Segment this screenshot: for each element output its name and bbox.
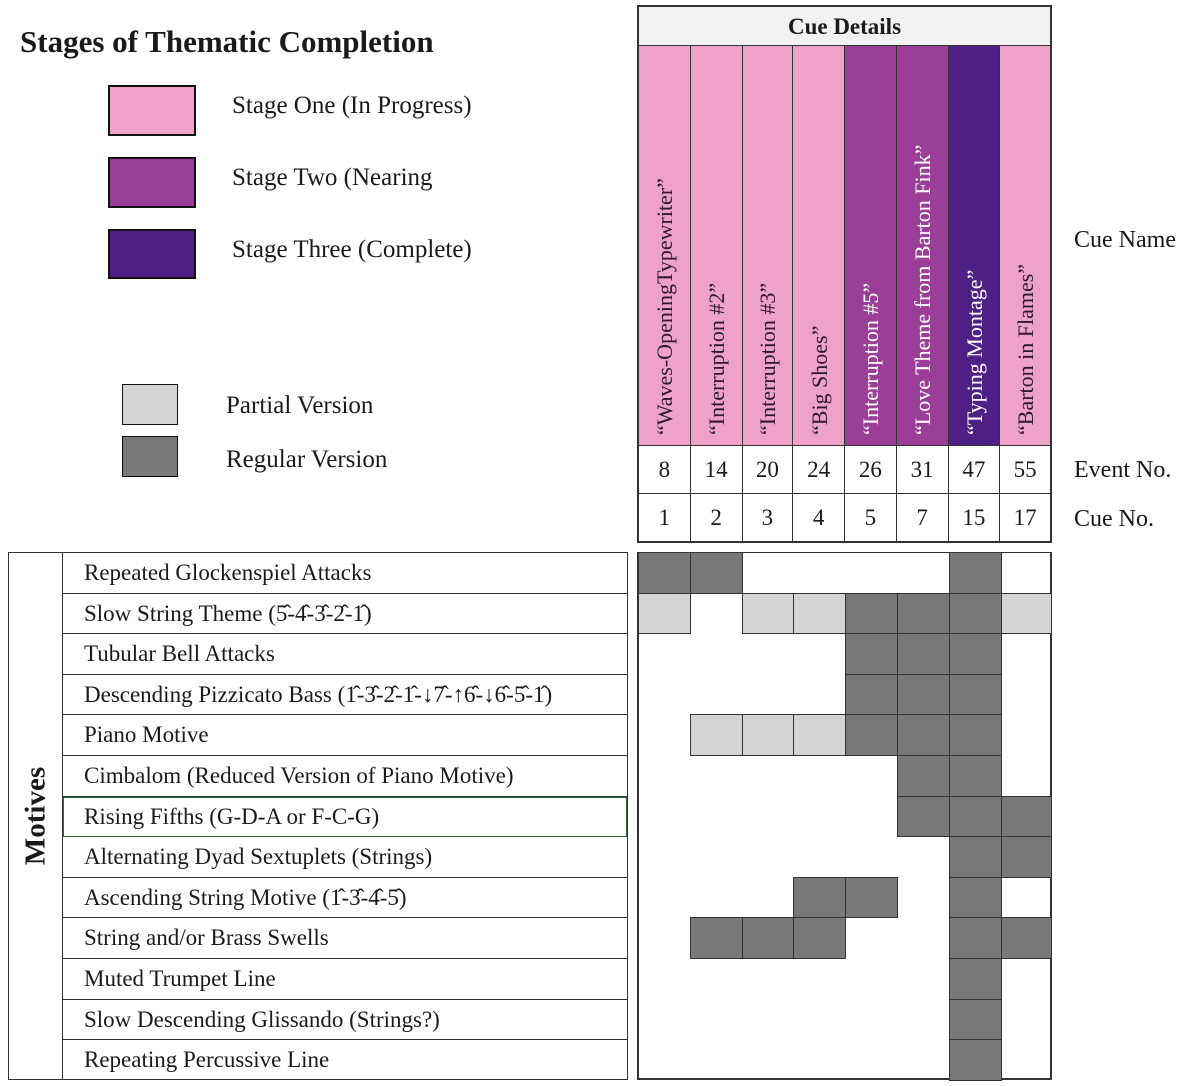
cue-name: “Interruption #2” bbox=[704, 282, 730, 435]
partial-version-cell bbox=[742, 593, 794, 635]
regular-version-cell bbox=[793, 917, 846, 959]
regular-version-cell bbox=[949, 552, 1002, 594]
cue-number-row bbox=[637, 493, 1052, 543]
motive-cue-grid bbox=[637, 552, 1052, 1080]
regular-version-cell bbox=[897, 593, 950, 635]
cue-name-row-label: Cue Name bbox=[1074, 227, 1176, 253]
event-number: 20 bbox=[743, 446, 794, 493]
regular-version-cell bbox=[793, 877, 846, 919]
regular-version-cell bbox=[949, 674, 1002, 716]
regular-version-cell bbox=[1001, 917, 1052, 959]
regular-version-cell bbox=[845, 674, 898, 716]
regular-version-cell bbox=[949, 796, 1002, 838]
event-number: 26 bbox=[845, 446, 897, 493]
regular-version-cell bbox=[897, 674, 950, 716]
regular-version-cell bbox=[1001, 796, 1052, 838]
cue-number: 7 bbox=[897, 494, 949, 541]
cue-number: 5 bbox=[845, 494, 897, 541]
cue-no-row-label: Cue No. bbox=[1074, 506, 1154, 532]
stage-three-swatch bbox=[108, 229, 196, 279]
partial-version-cell bbox=[742, 714, 794, 756]
partial-version-swatch bbox=[122, 384, 178, 425]
motive-row: Piano Motive bbox=[63, 715, 627, 756]
regular-version-cell bbox=[897, 755, 950, 797]
regular-version-cell bbox=[949, 1039, 1002, 1081]
regular-version-cell bbox=[949, 836, 1002, 878]
regular-version-cell bbox=[845, 633, 898, 675]
partial-version-cell bbox=[638, 593, 691, 635]
regular-version-cell bbox=[845, 877, 898, 919]
cue-name: “Interruption #5” bbox=[858, 282, 884, 435]
regular-version-cell bbox=[949, 593, 1002, 635]
motive-row: Repeating Percussive Line bbox=[84, 1047, 330, 1073]
motives-title: Motives bbox=[19, 766, 51, 866]
cue-name: “Waves-OpeningTypewriter” bbox=[652, 178, 678, 435]
regular-version-cell bbox=[897, 714, 950, 756]
cue-number: 2 bbox=[691, 494, 743, 541]
regular-version-cell bbox=[742, 917, 794, 959]
regular-version-cell bbox=[897, 796, 950, 838]
regular-version-cell bbox=[949, 877, 1002, 919]
motive-row: Slow Descending Glissando (Strings?) bbox=[63, 1000, 627, 1041]
cue-name: “Interruption #3” bbox=[755, 282, 781, 435]
regular-version-cell bbox=[1001, 836, 1052, 878]
motive-row: Muted Trumpet Line bbox=[63, 959, 627, 1000]
event-number: 24 bbox=[793, 446, 845, 493]
regular-version-swatch bbox=[122, 436, 178, 477]
partial-version-cell bbox=[690, 714, 743, 756]
cue-column bbox=[1000, 46, 1050, 445]
cue-name: “Big Shoes” bbox=[806, 325, 832, 435]
motive-row: Repeated Glockenspiel Attacks bbox=[63, 553, 627, 594]
motive-row: Alternating Dyad Sextuplets (Strings) bbox=[63, 837, 627, 878]
motive-row: Ascending String Motive (1̂-3̂-4̂-5̂) bbox=[63, 878, 627, 919]
cue-column bbox=[639, 46, 691, 445]
event-number: 55 bbox=[1013, 457, 1037, 482]
regular-version-cell bbox=[949, 917, 1002, 959]
stage-one-label: Stage One (In Progress) bbox=[232, 92, 472, 119]
cue-column bbox=[845, 46, 897, 445]
cue-details-header: Cue Details bbox=[637, 5, 1052, 45]
motive-list bbox=[62, 552, 628, 1080]
motive-row: String and/or Brass Swells bbox=[63, 918, 627, 959]
regular-version-cell bbox=[949, 958, 1002, 1000]
stage-two-swatch bbox=[108, 157, 196, 208]
motive-row: Rising Fifths (G-D-A or F-C-G) bbox=[63, 797, 627, 838]
partial-version-cell bbox=[1001, 593, 1052, 635]
cue-name: “Typing Montage” bbox=[961, 269, 987, 435]
regular-version-cell bbox=[845, 714, 898, 756]
motive-row: Slow String Theme (5̂-4̂-3̂-2̂-1̂) bbox=[63, 594, 627, 635]
cue-name-columns bbox=[637, 45, 1052, 445]
event-number-row bbox=[637, 445, 1052, 493]
regular-version-cell bbox=[949, 999, 1002, 1041]
cue-column bbox=[793, 46, 845, 445]
cue-name: “Barton in Flames” bbox=[1013, 263, 1039, 435]
cue-column bbox=[691, 46, 743, 445]
regular-version-cell bbox=[949, 714, 1002, 756]
regular-version-cell bbox=[897, 633, 950, 675]
regular-version-label: Regular Version bbox=[226, 446, 388, 473]
cue-column bbox=[897, 46, 949, 445]
event-number: 8 bbox=[639, 446, 691, 493]
motives-side-label bbox=[8, 552, 62, 1080]
legend-title: Stages of Thematic Completion bbox=[20, 24, 434, 59]
stage-one-swatch bbox=[108, 85, 196, 136]
motive-row: Cimbalom (Reduced Version of Piano Motive) bbox=[63, 756, 627, 797]
regular-version-cell bbox=[638, 552, 691, 594]
partial-version-cell bbox=[793, 714, 846, 756]
regular-version-cell bbox=[690, 552, 743, 594]
cue-number: 3 bbox=[743, 494, 794, 541]
cue-column bbox=[743, 46, 794, 445]
partial-version-cell bbox=[793, 593, 846, 635]
regular-version-cell bbox=[949, 755, 1002, 797]
cue-number: 1 bbox=[639, 494, 691, 541]
event-number: 14 bbox=[691, 446, 743, 493]
event-number: 31 bbox=[897, 446, 949, 493]
cue-number: 4 bbox=[793, 494, 845, 541]
cue-number: 15 bbox=[949, 494, 1001, 541]
event-number: 47 bbox=[949, 446, 1001, 493]
stage-three-label: Stage Three (Complete) bbox=[232, 236, 472, 263]
cue-column bbox=[949, 46, 1001, 445]
regular-version-cell bbox=[845, 593, 898, 635]
partial-version-label: Partial Version bbox=[226, 392, 374, 419]
motive-row: Tubular Bell Attacks bbox=[63, 634, 627, 675]
cue-number: 17 bbox=[1013, 505, 1037, 530]
motive-row: Descending Pizzicato Bass (1̂-3̂-2̂-1̂-↓7̂-↑6̂-↓6̂-5̂-1̂) bbox=[63, 675, 627, 716]
stage-two-label: Stage Two (Nearing bbox=[232, 164, 433, 191]
event-no-row-label: Event No. bbox=[1074, 457, 1172, 483]
regular-version-cell bbox=[690, 917, 743, 959]
cue-name: “Love Theme from Barton Fink” bbox=[910, 144, 936, 435]
regular-version-cell bbox=[949, 633, 1002, 675]
